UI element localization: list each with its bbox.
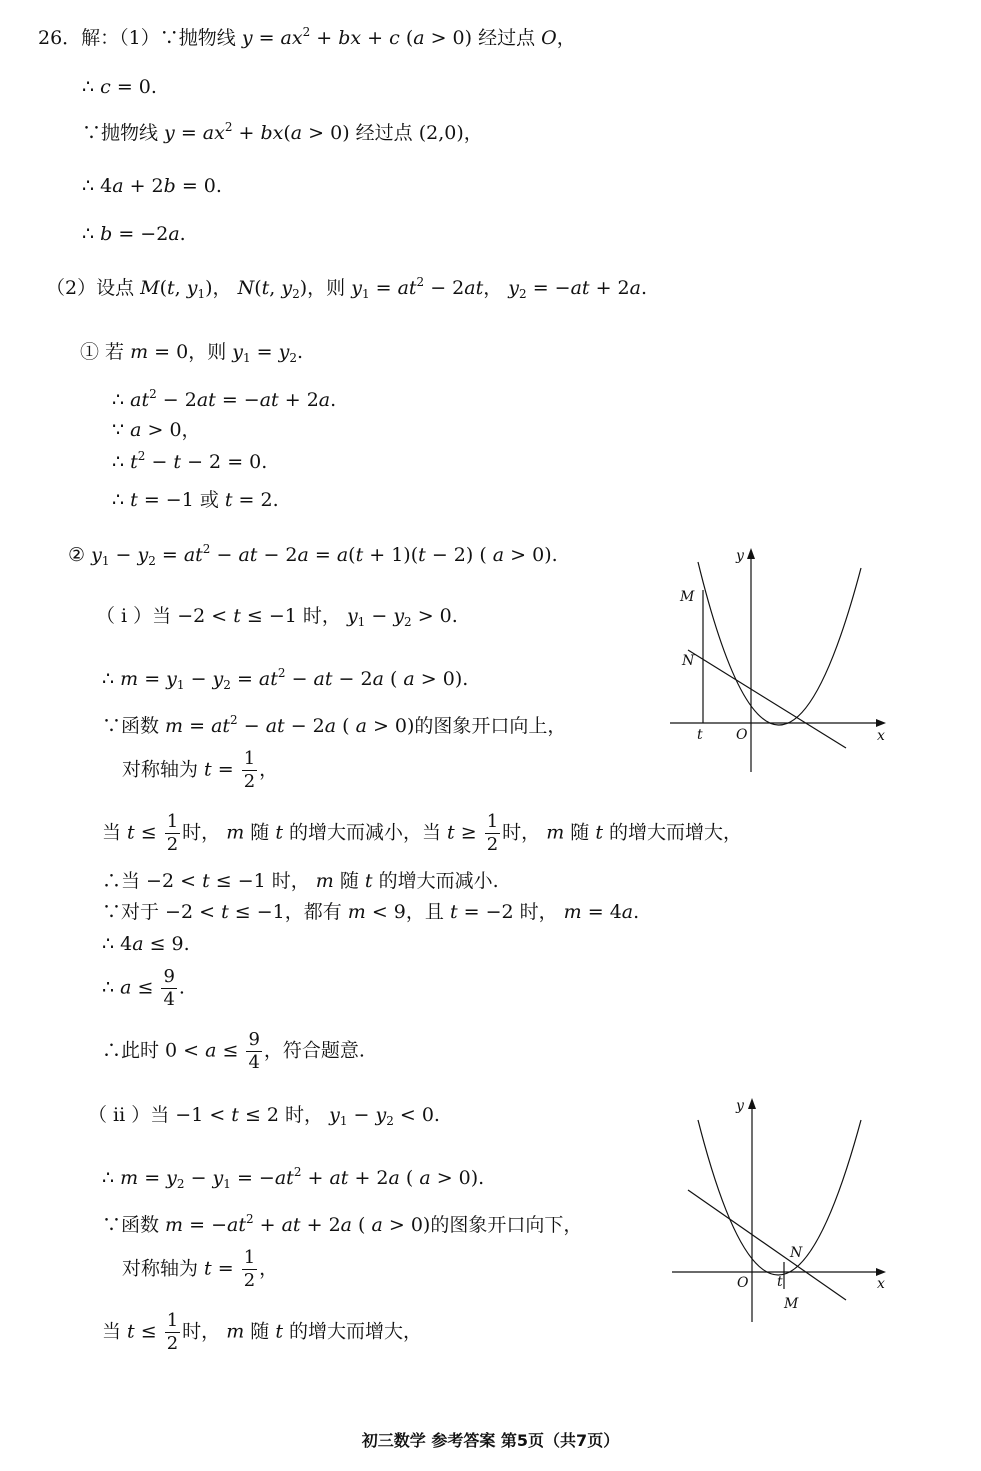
line-10: ∴ $t^2 - t - 2 = 0$. [112, 449, 268, 473]
line-20: ∴ 4a ≤ 9. [102, 933, 190, 955]
line-17: 当 t ≤ $\frac{1}{2}$ 时， m 随 t 的增大而减小，当 t ≥ $\frac{1}{2}$ 时， m 随 t 的增大而增大， [102, 811, 742, 855]
line-25: ∵函数 $m = -at^2$ + at + 2a ( a > 0)的图象开口向下， [102, 1212, 583, 1236]
line-9: ∵ a > 0， [112, 419, 201, 441]
x-axis-arrow [876, 1268, 886, 1276]
label-n: N [682, 653, 695, 669]
line-n [688, 1190, 846, 1300]
page-footer: 初三数学 参考答案 第5页（共7页） [361, 1431, 620, 1450]
line-1: 26．解：（1）∵抛物线 $y = ax^2$ + bx + c (a > 0) 经过点 O， [38, 25, 576, 49]
line-n [688, 650, 846, 748]
line-13: （ i ）当 −2 < t ≤ −1 时， $y_1 - y_2 > 0$. [96, 605, 458, 629]
line-23: （ ii ）当 −1 < t ≤ 2 时， $y_1 - y_2 < 0$. [88, 1104, 440, 1128]
line-7: ① 若 m = 0，则 $y_1 = y_2$. [80, 341, 304, 365]
y-axis-arrow [747, 548, 755, 559]
line-4: ∴ 4a + 2b = 0. [82, 175, 222, 197]
y-axis-arrow [748, 1098, 756, 1109]
line-27: 当 t ≤ $\frac{1}{2}$ 时， m 随 t 的增大而增大， [102, 1310, 422, 1354]
line-16: 对称轴为 t = $\frac{1}{2}$ ， [122, 748, 279, 792]
label-y: y [736, 548, 744, 564]
label-x: x [877, 1276, 885, 1292]
line-3: ∵抛物线 $y = ax^2 + bx(a > 0)$ 经过点 (2,0)， [82, 120, 483, 144]
line-2: ∴ c = 0. [82, 76, 157, 98]
graph-1 [660, 540, 900, 780]
line-6: （2）设点 M(t, $y_1$)， N(t, $y_2$)，则 $y_1 = at^2 - 2at$， $y_2 = -at + 2a$. [46, 275, 648, 301]
graph-2 [660, 1090, 900, 1330]
line-14: ∴ $m = y_1 - y_2 = at^2$ − at − 2a ( a > 0). [102, 666, 469, 692]
line-5: ∴ b = −2a. [82, 223, 186, 245]
parabola [698, 562, 861, 725]
x-axis-arrow [876, 719, 886, 727]
label-m: M [680, 589, 695, 605]
parabola [698, 1120, 861, 1275]
label-origin: O [737, 1275, 749, 1291]
label-m: M [784, 1296, 799, 1312]
label-t: t [697, 727, 703, 743]
label-y: y [736, 1098, 744, 1114]
line-12: ② $y_1 - y_2 = at^2$ − at − 2a = a(t + 1)(t − 2) ( a > 0). [68, 542, 558, 568]
line-8: ∴ $at^2 - 2at = -at + 2a$. [112, 387, 337, 411]
line-18: ∴当 −2 < t ≤ −1 时， m 随 t 的增大而减小. [102, 870, 499, 892]
label-t: t [777, 1274, 783, 1290]
line-24: ∴ $m = y_2 - y_1 = -at^2$ + at + 2a ( a > 0). [102, 1165, 485, 1191]
line-19: ∵对于 −2 < t ≤ −1，都有 m < 9，且 t = −2 时， m = 4a. [102, 901, 640, 923]
label-n: N [790, 1245, 803, 1261]
label-origin: O [736, 727, 748, 743]
line-11: ∴ t = −1 或 t = 2. [112, 489, 279, 511]
line-15: ∵函数 $m = at^2$ − at − 2a ( a > 0)的图象开口向上， [102, 713, 567, 737]
label-x: x [877, 728, 885, 744]
line-26: 对称轴为 t = $\frac{1}{2}$ ， [122, 1247, 279, 1291]
line-21: ∴ a ≤ $\frac{9}{4}$ . [102, 966, 185, 1010]
line-22: ∴此时 0 < a ≤ $\frac{9}{4}$ ，符合题意. [102, 1029, 365, 1073]
